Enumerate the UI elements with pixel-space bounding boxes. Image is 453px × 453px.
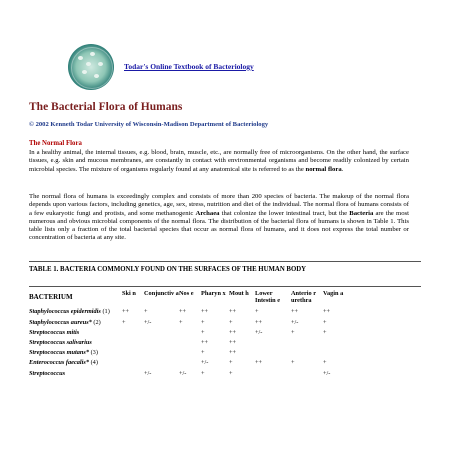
table-cell [122,329,144,339]
table-cell: + [291,328,295,336]
textbook-home-link[interactable]: Todar's Online Textbook of Bacteriology [124,62,254,71]
table-cell: ++ [201,308,209,316]
table-cell: ++ [122,308,130,316]
table-cell [323,349,351,359]
bacterium-name-text: Streptococcus [29,369,66,377]
col-header-vagina: Vagin a [323,290,344,297]
col-header-pharynx: Pharyn x [201,290,226,297]
col-header-skin: Ski n [122,290,136,297]
table-cell [144,359,179,369]
table-row [29,349,351,359]
bacterium-ref: (2) [91,318,101,326]
table-cell: +/- [323,369,331,377]
logo-colony [82,70,87,74]
logo-colony [98,62,103,66]
section-heading: The Normal Flora [29,140,82,147]
paragraph-normal-flora-intro [29,149,409,174]
table-row [29,359,351,369]
table-cell: + [255,308,259,316]
para2-text-a: The normal flora of humans is exceedingly complex and consists of more than 200 species of bacteria. The makeup of the normal flora depends upon various factors, including genetics, age, sex, stress, nutrition and diet of the individual. The normal flora of humans consists of a few eukaryotic fungi and protists, and some methanogenic [29,193,409,217]
table-cell: +/- [144,369,152,377]
table-cell: + [229,318,233,326]
col-header-lower-intestine: Lower Intestin e [255,290,281,305]
table-row [29,319,351,329]
table-row [29,308,351,318]
para2-text-e: are the most numerous and obvious microbial components of the normal flora. The distribution of the bacterial flora of humans is shown in Table 1. This table lists only a fraction of the total bacterial species that occur as normal flora of humans, and it does not express the total number or concentration of bacteria at any site. [29,209,409,242]
para1-end: . [341,165,344,173]
table-cell: ++ [323,308,331,316]
bacterium-name [29,370,122,380]
paragraph-normal-flora-composition [29,193,409,243]
para2-text-c: that colonize the lower intestinal tract, but the [219,209,350,217]
para2-bold-bacteria: Bacteria [349,209,374,217]
table-cell: ++ [255,318,263,326]
bacterium-name-text: Streptococcus salivarius [29,339,92,347]
page-title: The Bacterial Flora of Humans [29,101,183,113]
bacterium-name-text: Staphylococcus aureus* [29,318,92,326]
col-header-mouth: Mout h [229,290,249,297]
table-row [29,329,351,339]
para1-text: In a healthy animal, the internal tissues, e.g. blood, brain, muscle, etc., are normally free of microorganisms. On the other hand, the surface tissues, e.g. skin and mucous membranes, are constantly in contact with environmental organisms and become readily colonized by certain microbial species. The mixture of organisms regularly found at any anatomical site is referred to as the [29,149,409,173]
col-header-conjunctiva: Conjunctiv a [144,290,179,297]
table-cell [323,339,351,349]
table-cell: +/- [255,328,263,336]
bacteria-distribution-table [29,288,351,380]
col-header-nose: Nos e [179,290,194,297]
col-header-bacterium: BACTERIUM [29,292,73,301]
table-cell: + [201,349,205,357]
table-cell: + [122,318,126,326]
logo-colony [90,52,95,56]
table-cell [255,349,291,359]
table-cell: +/- [201,359,209,367]
bacterium-name [29,319,122,329]
table-cell [122,370,144,380]
table-cell: + [179,318,183,326]
table-cell: + [229,369,233,377]
table-cell: +/- [291,318,299,326]
table-cell [255,370,291,380]
table-cell: + [291,359,295,367]
bacterium-name [29,308,122,318]
table-cell: ++ [179,308,187,316]
table-cell [122,339,144,349]
table-cell: +/- [144,318,152,326]
table-cell: ++ [229,328,237,336]
table-cell [291,370,323,380]
table-cell: ++ [229,339,237,347]
table-cell [291,339,323,349]
para2-bold-archaea: Archaea [195,209,220,217]
bacterium-ref: (4) [89,359,98,367]
bacterium-name-text: Staphylococcus epidermidis [29,308,101,316]
col-header-anterior-urethra: Anterio r urethra [291,290,316,305]
table-cell: + [323,318,327,326]
logo-colony [94,74,99,78]
table-cell [122,359,144,369]
table-cell: + [201,318,205,326]
bacterium-ref: (1) [100,308,110,316]
table-cell [255,339,291,349]
table-cell: ++ [229,349,237,357]
table-row [29,370,351,380]
table-cell: + [323,359,327,367]
table-cell: + [229,359,233,367]
table-cell: ++ [229,308,237,316]
table-header-row [29,288,351,308]
bacterium-name-text: Streptococcus mitis [29,328,80,336]
table-cell [179,329,201,339]
logo-colony [78,56,83,60]
table-cell [144,329,179,339]
copyright-line: © 2002 Kenneth Todar University of Wisconsin-Madison Department of Bacteriology [29,121,269,128]
bacterium-name [29,329,122,339]
bacterium-name-text: Streptococcus mutans* [29,349,90,357]
table-cell: + [201,328,205,336]
table-cell: ++ [201,339,209,347]
table-cell [179,359,201,369]
table-cell: + [323,328,327,336]
bacterium-name [29,349,122,359]
table-cell [144,339,179,349]
bacterium-name [29,359,122,369]
table-cell [144,349,179,359]
table-cell: +/- [179,369,187,377]
table-cell: + [201,369,205,377]
table-caption: TABLE 1. BACTERIA COMMONLY FOUND ON THE SURFACES OF THE HUMAN BODY [29,266,307,273]
logo-colony [86,62,91,66]
table-cell [179,339,201,349]
bacterium-name-text: Enterococcus faecalis* [29,359,89,367]
table-row [29,339,351,349]
table-cell [122,349,144,359]
table-cell [179,349,201,359]
table-cell: ++ [255,359,263,367]
bacteria-petri-dish-logo-icon[interactable] [68,44,114,90]
table-top-rule [29,261,421,262]
para1-bold-term: normal flora [305,165,342,173]
bacterium-ref: (3) [89,349,98,357]
table-cell [291,349,323,359]
table-caption-rule [29,286,421,287]
table-cell: + [144,308,148,316]
table-cell: ++ [291,308,299,316]
bacterium-name [29,339,122,349]
